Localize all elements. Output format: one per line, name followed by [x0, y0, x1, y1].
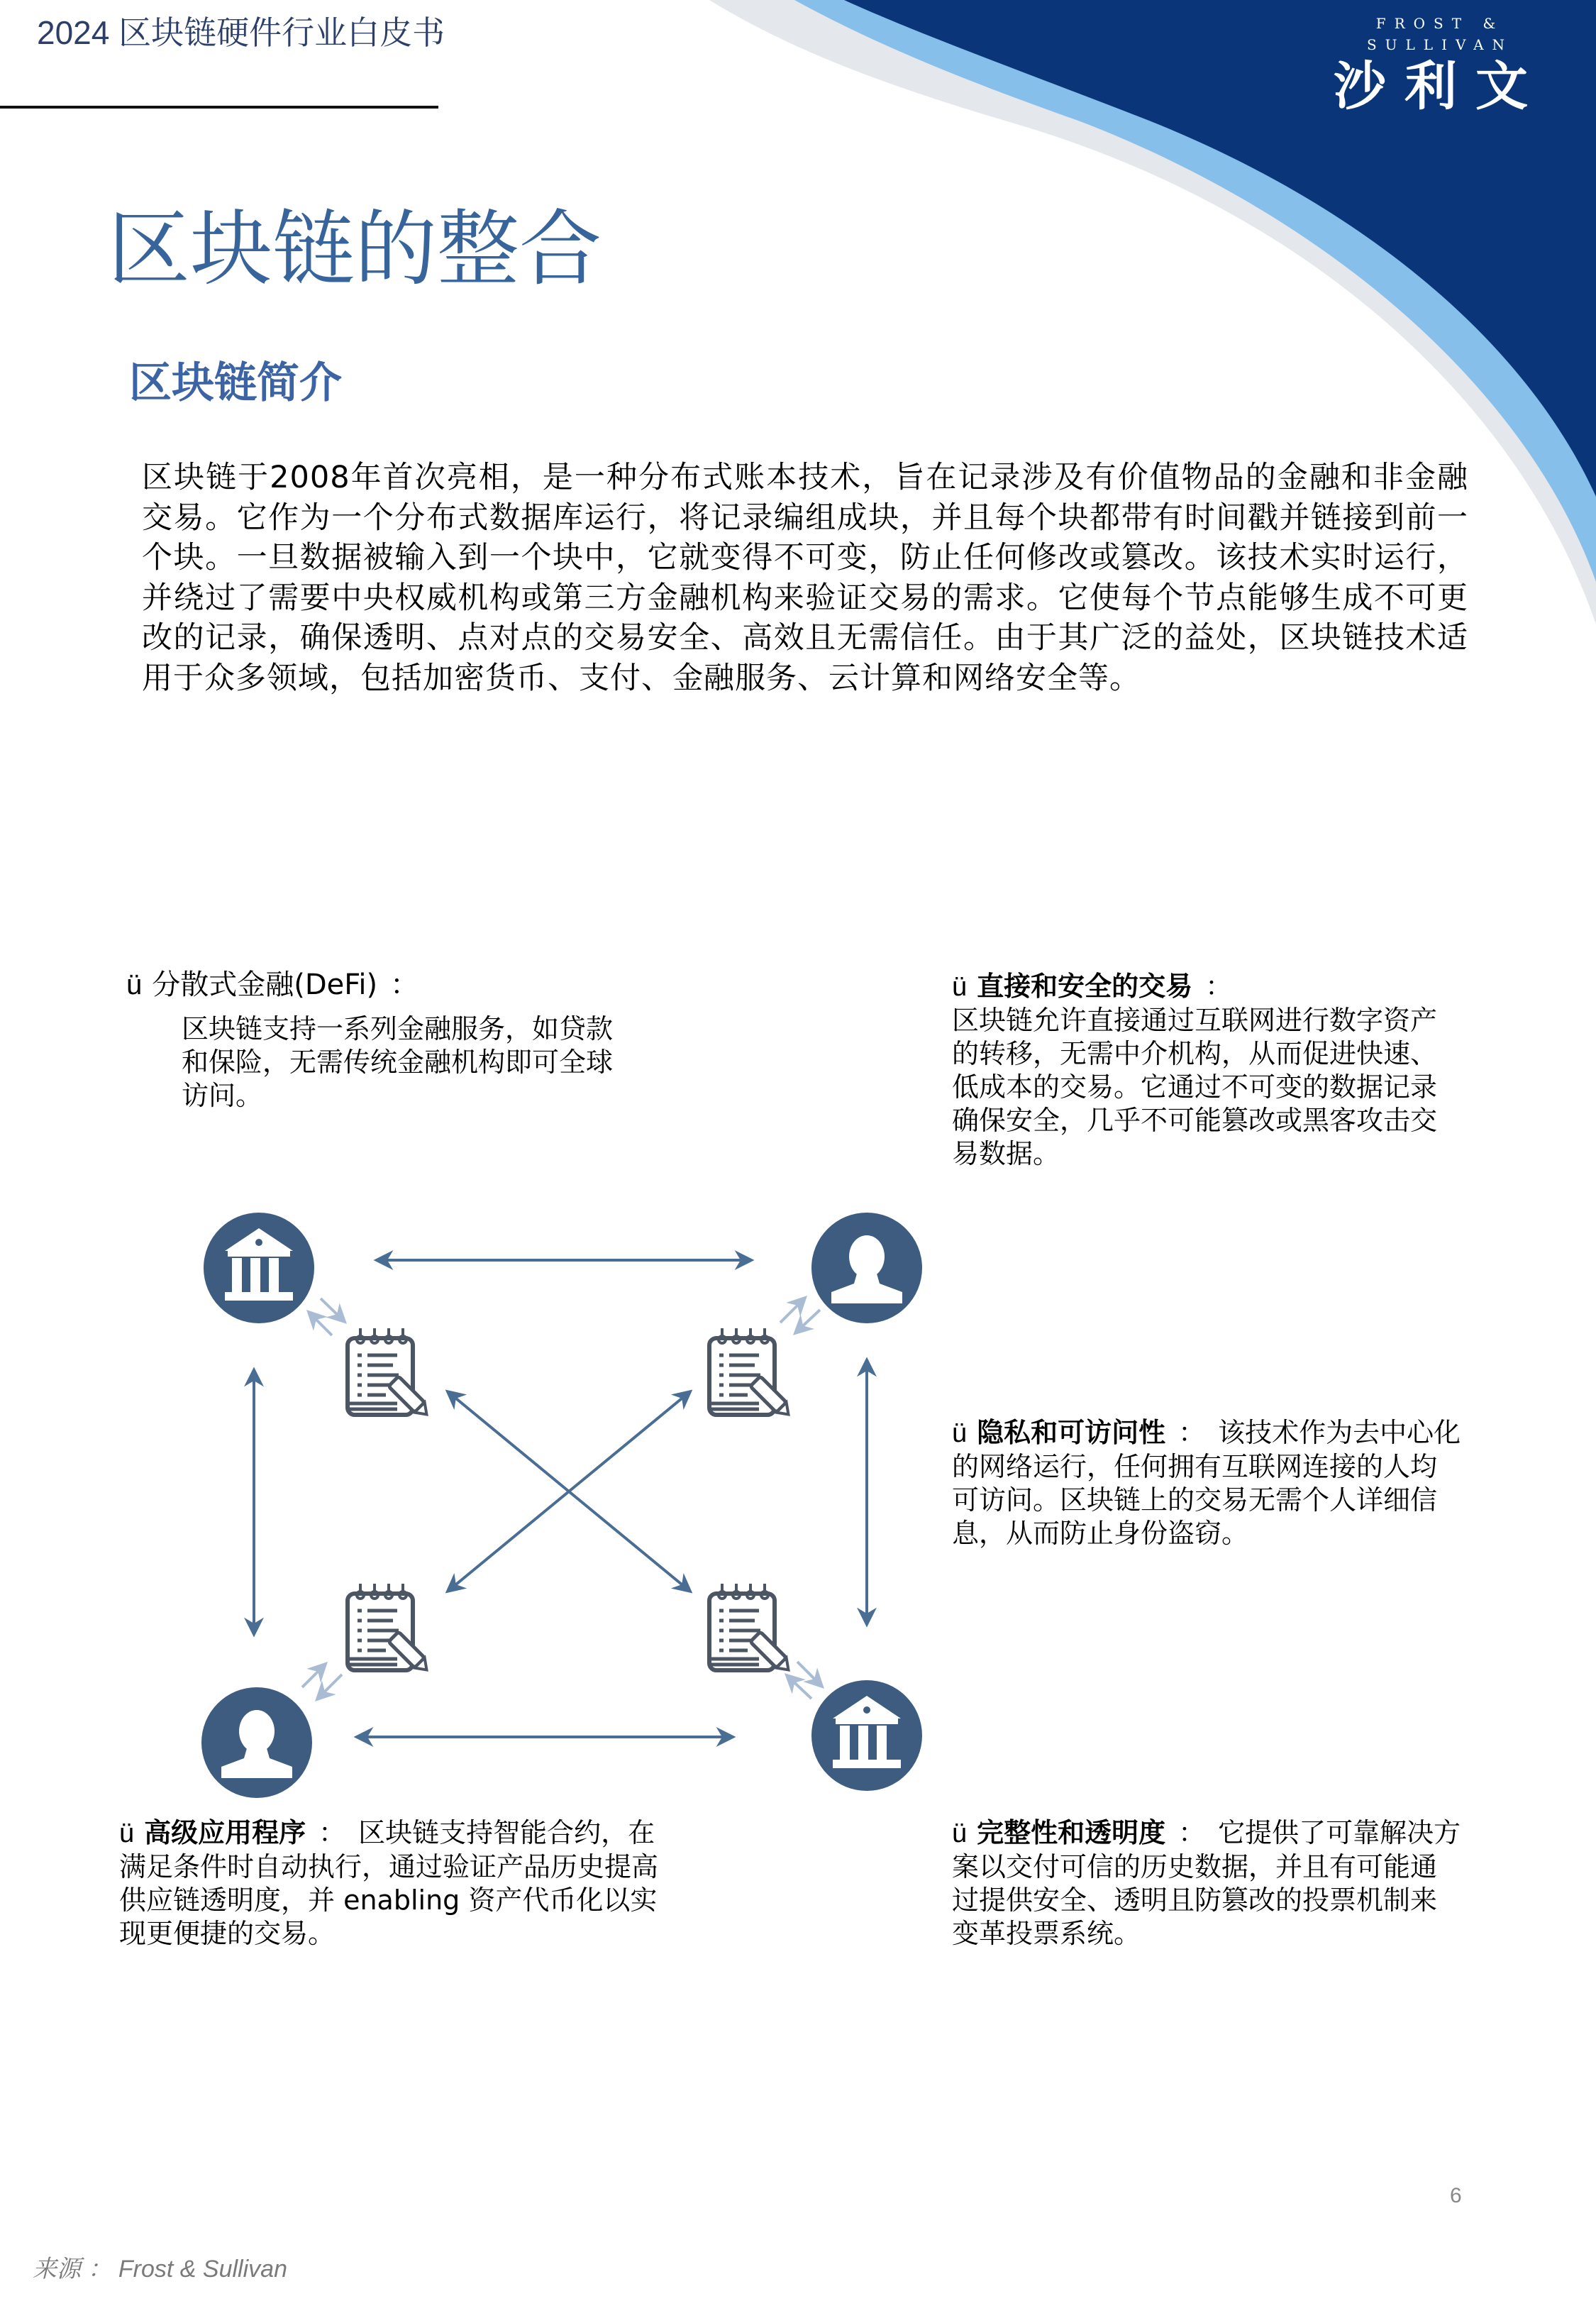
section-title: 区块链简介 [129, 358, 342, 408]
user-icon [811, 1213, 922, 1323]
ledger-icon [709, 1328, 794, 1420]
feature-title: 高级应用程序 [144, 1817, 306, 1848]
brand-chinese: 沙利文 [1334, 56, 1546, 117]
check-bullet-icon: ü [126, 969, 143, 1000]
feature-body: 它提供了可靠解决方案以交付可信的历史数据，并且有可能通过提供安全、透明且防篡改的投票机制来变革投票系统。 [952, 1817, 1461, 1949]
brand-english: FROST & SULLIVAN [1366, 15, 1514, 53]
feature-title: 直接和安全的交易 [977, 971, 1193, 1002]
feature-advanced-applications [119, 1816, 680, 1951]
feature-privacy-accessibility [952, 1416, 1463, 1550]
check-bullet-icon: ü [952, 972, 968, 1002]
user-icon [201, 1687, 312, 1798]
feature-colon: ： [1205, 971, 1233, 1002]
feature-body: 该技术作为去中心化的网络运行，任何拥有互联网连接的人均可访问。区块链上的交易无需个人详细信息，从而防止身份盗窃。 [952, 1417, 1461, 1549]
feature-direct-secure-transactions [952, 970, 1463, 1171]
feature-title: 分散式金融(DeFi) [152, 969, 378, 1001]
check-bullet-icon: ü [952, 1418, 968, 1448]
check-bullet-icon: ü [952, 1819, 968, 1848]
page-title: 区块链的整合 [108, 202, 602, 297]
ledger-icon [709, 1584, 794, 1675]
feature-colon: ： [1178, 1817, 1206, 1848]
feature-defi-heading [126, 969, 431, 1002]
feature-title: 完整性和透明度 [977, 1817, 1166, 1848]
feature-title: 隐私和可访问性 [977, 1417, 1166, 1448]
feature-colon: ： [390, 969, 419, 1001]
bank-icon [204, 1213, 314, 1323]
feature-body: 区块链支持智能合约，在满足条件时自动执行，通过验证产品历史提高供应链透明度，并 enabling 资产代币化以实现更便捷的交易。 [119, 1817, 659, 1949]
check-bullet-icon: ü [119, 1819, 135, 1848]
feature-integrity-transparency [952, 1816, 1463, 1951]
ledger-icon [348, 1328, 432, 1420]
document-title: 2024 区块链硬件行业白皮书 [37, 14, 445, 51]
frost-sullivan-logo [1298, 13, 1582, 116]
feature-colon: ： [1178, 1417, 1206, 1448]
feature-body: 区块链允许直接通过互联网进行数字资产的转移，无需中介机构，从而促进快速、低成本的交易。它通过不可变的数据记录确保安全，几乎不可能篡改或黑客攻击交易数据。 [952, 1005, 1438, 1169]
blockchain-network-diagram [192, 1206, 943, 1802]
feature-colon: ： [318, 1817, 346, 1848]
page-number: 6 [1450, 2184, 1462, 2207]
source-note: 来源 ： Frost & Sullivan [33, 2256, 287, 2283]
header-divider [0, 106, 438, 109]
feature-defi-body: 区块链支持一系列金融服务，如贷款和保险，无需传统金融机构即可全球访问。 [182, 1013, 614, 1111]
bank-icon [811, 1680, 922, 1791]
intro-paragraph: 区块链于2008年首次亮相，是一种分布式账本技术，旨在记录涉及有价值物品的金融和非金融交易。它作为一个分布式数据库运行，将记录编组成块，并且每个块都带有时间戳并链接到前一个块。一旦数据被输入到一个块中，它就变得不可变，防止任何修改或篡改。该技术实时运行，并绕过了需要中央权威机构或第三方金融机构来验证交易的需求。它使每个节点能够生成不可更改的记录，确保透明、点对点的交易安全、高效且无需信任。由于其广泛的益处，区块链技术适用于众多领域，包括加密货币、支付、金融服务、云计算和网络安全等。 [142, 460, 1468, 696]
ledger-icon [348, 1584, 432, 1675]
